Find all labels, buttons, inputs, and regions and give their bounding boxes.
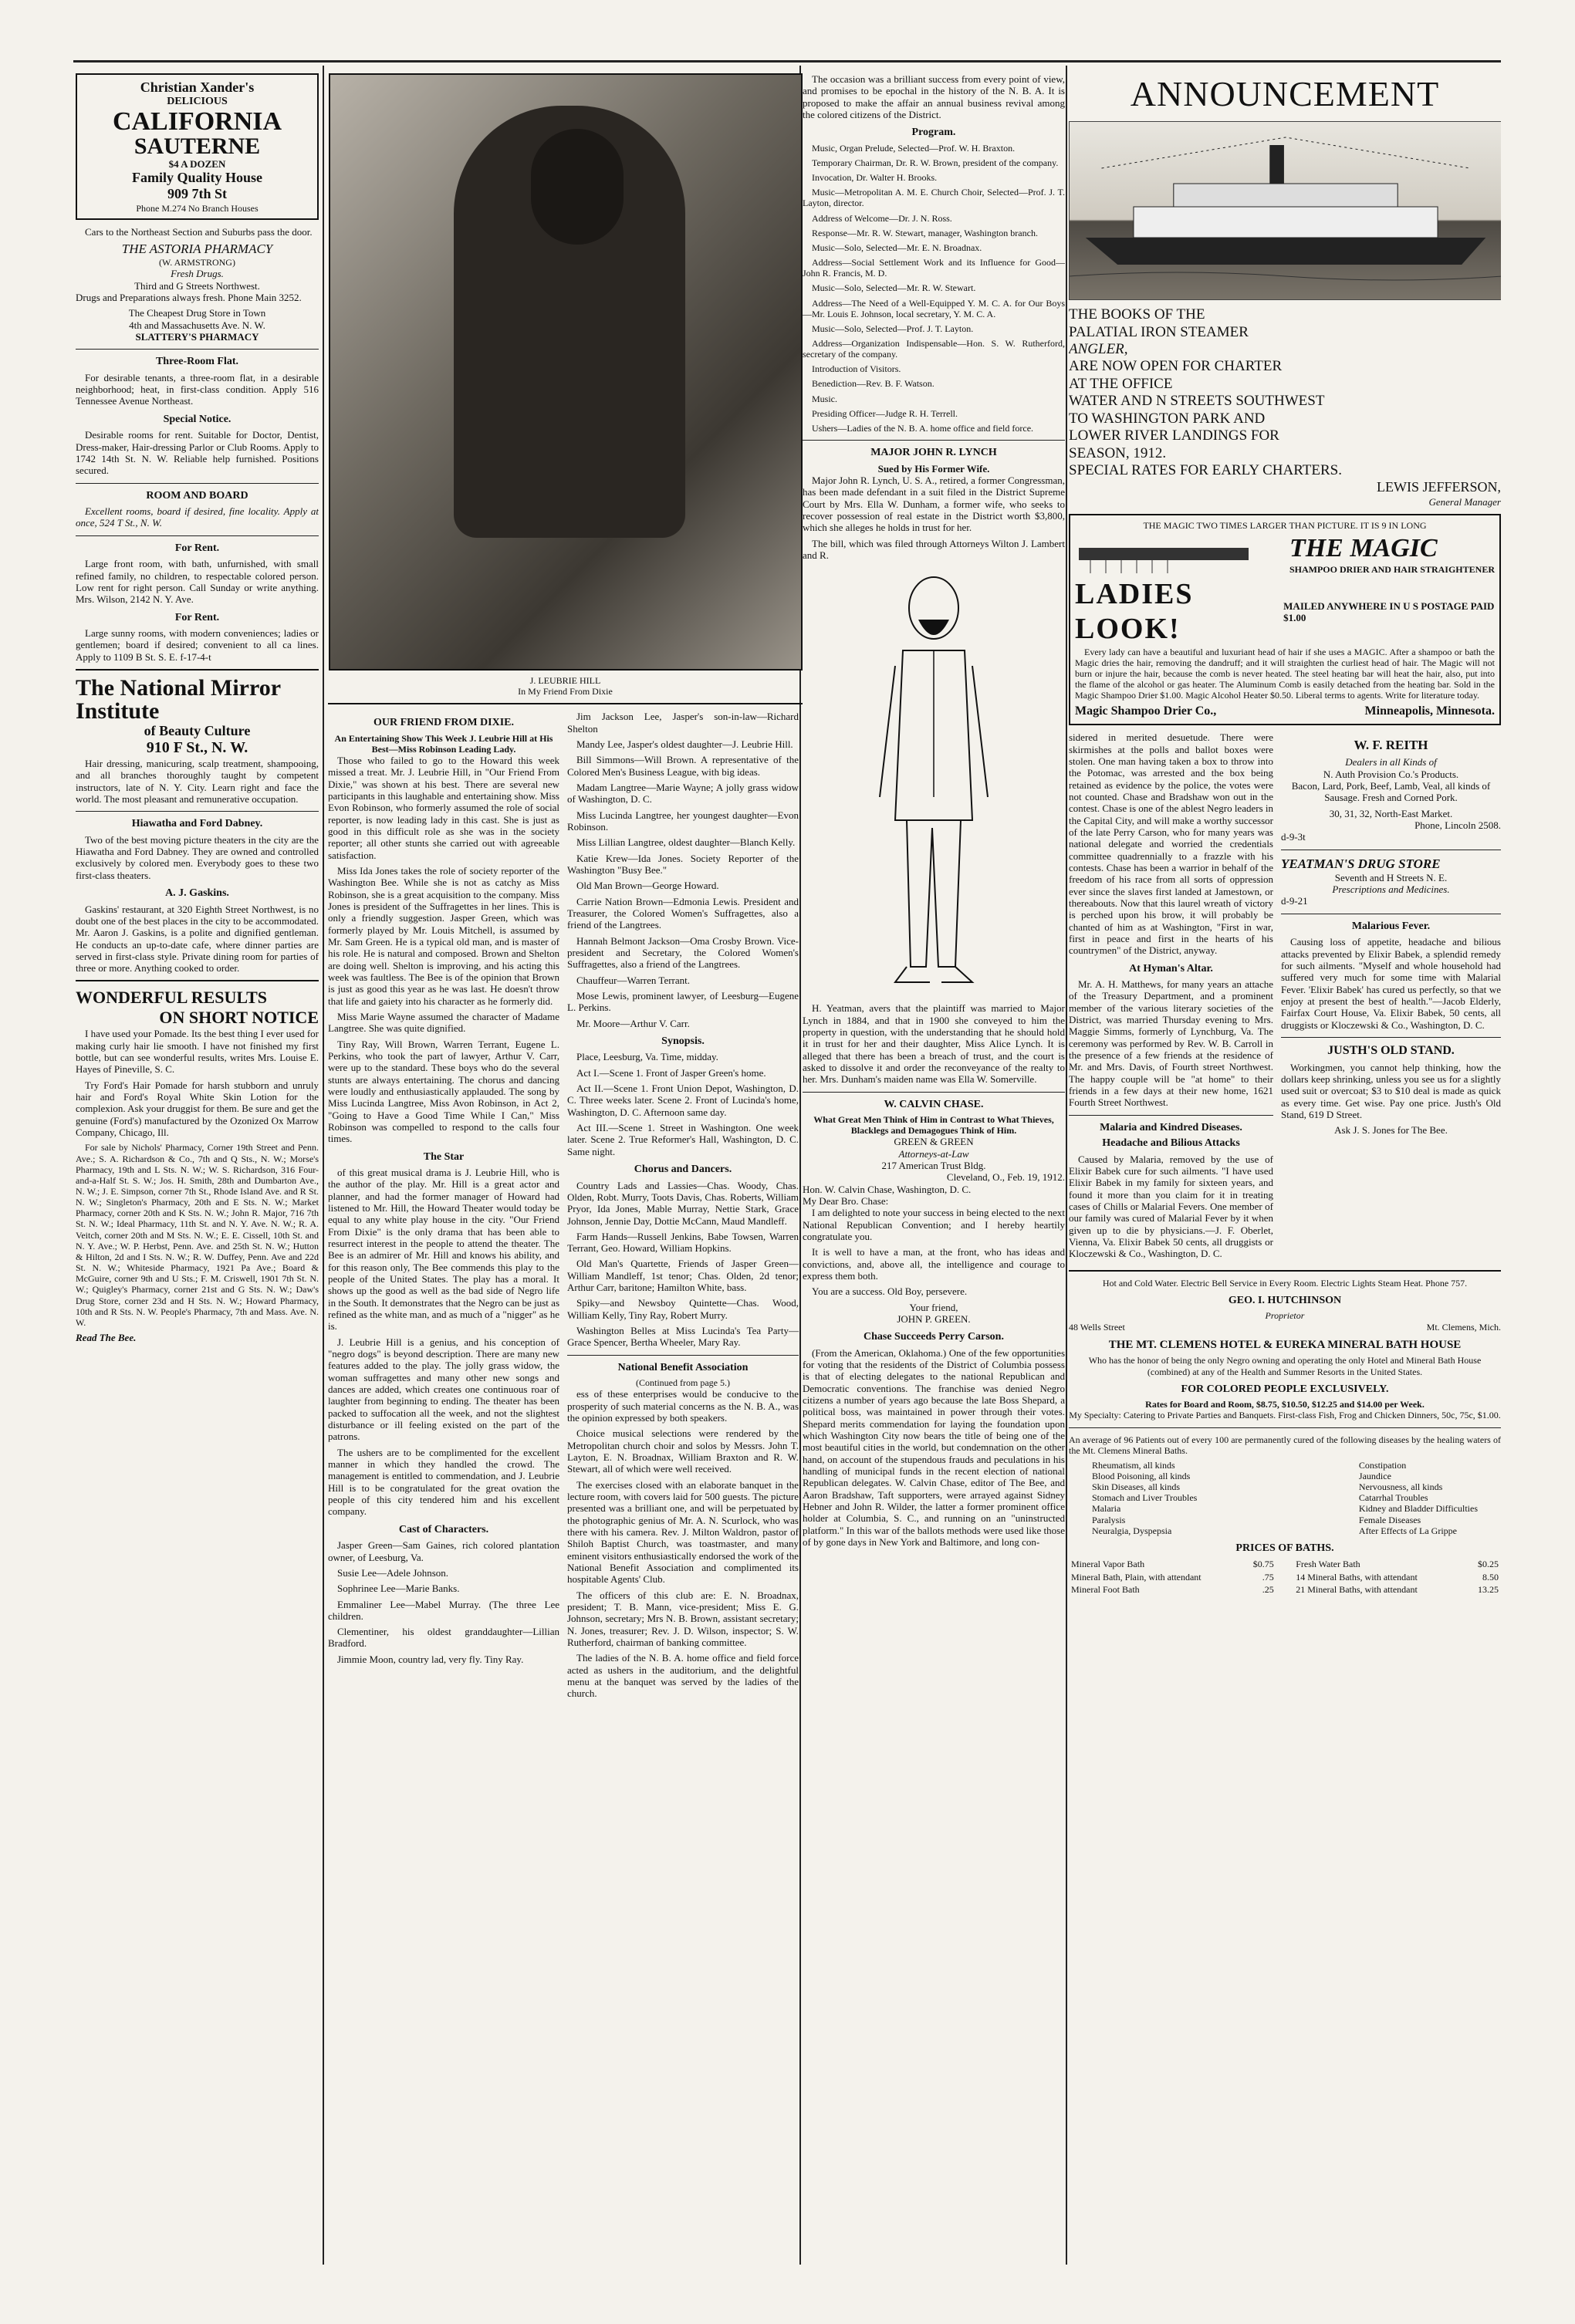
cast-7: Jim Jackson Lee, Jasper's son-in-law—Richard Shelton xyxy=(567,711,799,735)
hiawatha-body: Two of the best moving picture theaters in the city are the Hiawatha and Ford Dabney. They are owned and controlled exclusively by colored men. Everybody goes to these two first-class theaters. xyxy=(76,833,319,881)
lynch-subheading: Sued by His Former Wife. xyxy=(877,462,990,475)
yeatman-name: YEATMAN'S DRUG STORE xyxy=(1281,856,1441,871)
green-salutation: My Dear Bro. Chase: xyxy=(803,1195,889,1208)
boat-line-3: ANGLER, xyxy=(1069,341,1128,358)
room-body: Excellent rooms, board if desired, fine locality. Apply at once, 524 T St., N. W. xyxy=(76,505,319,529)
green-date: Cleveland, O., Feb. 19, 1912. xyxy=(946,1171,1065,1184)
program-item: Music—Metropolitan A. M. E. Church Choir, Selected—Prof. J. T. Layton, director. xyxy=(803,187,1065,209)
steamer-angler-illustration xyxy=(1069,121,1501,300)
mailed-price: MAILED ANYWHERE IN U S POSTAGE PAID $1.00 xyxy=(1283,600,1495,623)
disease-item: Stomach and Liver Troubles xyxy=(1092,1492,1198,1504)
astoria-drugs: Drugs and Preparations always fresh. Phone Main 3252. xyxy=(76,291,302,303)
program-item: Introduction of Visitors. xyxy=(812,363,901,375)
price-label: Fresh Water Bath xyxy=(1296,1559,1360,1570)
disease-item: Jaundice xyxy=(1358,1470,1391,1481)
rent2-heading: For Rent. xyxy=(174,611,220,623)
magic-comb-illustration xyxy=(1075,531,1252,577)
dixie-title: OUR FRIEND FROM DIXIE. xyxy=(373,717,514,729)
photo-caption-name: J. LEUBRIE HILL xyxy=(529,675,601,686)
price-label: Mineral Foot Bath xyxy=(1071,1583,1140,1595)
xander-line4: SAUTERNE xyxy=(134,133,261,159)
hutchinson-name: GEO. I. HUTCHINSON xyxy=(1228,1294,1342,1306)
hotel-specialty: My Specialty: Catering to Private Parties and Banquets. First-class Fish, Frog and Chicken Dinners, 50c, 75c, $1.00. xyxy=(1069,1410,1501,1421)
lynch-p3: H. Yeatman, avers that the plaintiff was married to Major Lynch in 1884, and that in 1900 she conveyed to him the property in question, with the understanding that he should hold it in trust for her and their daughter, Miss Alice Lynch. It is alleged that there has been a breach of trust, and the court is asked to dissolve it and order the reconveyance of the realty to her. Mrs. Dunham's maiden name was Ella W. Somerville. xyxy=(803,1002,1065,1086)
magic-top-note: THE MAGIC TWO TIMES LARGER THAN PICTURE. IT IS 9 IN LONG xyxy=(1143,519,1427,531)
cast-13: Katie Krew—Ida Jones. Society Reporter of the Washington "Busy Bee." xyxy=(567,852,799,876)
dixie-article-right xyxy=(567,711,799,1703)
belles-list: Washington Belles at Miss Lucinda's Tea Party—Grace Spencer, Bertha Wheeler, Mary Ray. xyxy=(567,1325,799,1349)
reith-name: W. F. REITH xyxy=(1354,738,1428,753)
price-label: Mineral Bath, Plain, with attendant xyxy=(1071,1571,1202,1583)
price-row xyxy=(1069,1558,1276,1570)
magic-body: Every lady can have a beautiful and luxuriant head of hair if she uses a MAGIC. After a shampoo or bath the Magic dries the hair, removing the dandruff; and it will straighten the curliest head of hair. The Magic will not burn or injure the hair, because the comb is never heated. The steel heating bar will heat the hair, also, put into the flame of the alcohol or gas heater. The Aluminum Comb is easily detached from the heating bar. Sold in the Magic Shampoo Drier $1.00. Magic Alcohol Heater $0.50. Liberal terms to agents. Write for literature today. xyxy=(1075,646,1495,701)
carson-p1: (From the American, Oklahoma.) One of the few opportunities for voting that the residents of the District of Columbia possess is that of electing delegates to the national Republican and Democratic conventions. The franchise was denied Negro citizens a number of years ago because the late Boss Shepard, a political boss, was maintained in power through their votes. Shepard merits commendation for laying the foundation upon which Washington City now bears the title of being one of the most beautiful cities in the world, but condemnation on the other hand, on account of the stupendous frauds and peculations in his handling of municipal funds in the recent election of national Republican delegates. W. Calvin Chase, editor of The Bee, and Aaron Bradshaw, Taft supporters, were arrayed against Sidney Hebner and John R. Wilder, the latter a former prominent office holder at Columbia, S. C., and running on an "uninstructed platform." In this war of the ballots methods were used like those of by gone days in New York and Baltimore, and long con- xyxy=(803,1346,1065,1549)
xander-line6: Family Quality House xyxy=(131,170,262,186)
cast-14: Old Man Brown—George Howard. xyxy=(576,880,719,892)
disease-item: Paralysis xyxy=(1092,1514,1126,1525)
mirror-address: 910 F St., N. W. xyxy=(146,739,248,757)
cast-1: Jasper Green—Sam Gaines, rich colored plantation owner, of Leesburg, Va. xyxy=(328,1539,559,1563)
dixie-p4: Tiny Ray, Will Brown, Warren Terrant, Eugene L. Perkins, who took the part of lawyer, Arthur V. Carr, were up to the standard. These boys who do the several stunts are always entertaining. The chorus and dancing were loudly and enthusiastically applauded. The song by Miss Lucinda Langtree, Miss Avon Robinson, in Act 2, "Going to Have a Good Time While I Can," Miss Robinson was compelled to respond to the calls four times. xyxy=(328,1038,559,1145)
boat-line-7: TO WASHINGTON PARK AND xyxy=(1069,410,1266,427)
wonder-body: I have used your Pomade. Its the best thing I ever used for making curly hair lie smooth. I have not finished my first bottle, but can see wonderful results, writes Mrs. Louise E. Hayes of Pineville, S. C. xyxy=(76,1028,319,1076)
reith-code: d-9-3t xyxy=(1281,831,1306,843)
price-label: 21 Mineral Baths, with attendant xyxy=(1296,1583,1418,1595)
cast-5: Clementiner, his oldest granddaughter—Lillian Bradford. xyxy=(328,1626,559,1650)
nba-p5: The ladies of the N. B. A. home office and field force acted as ushers in the auditorium, and the delightful menu at the banquet was served by the ladies of the church. xyxy=(567,1652,799,1700)
synopsis-1: Place, Leesburg, Va. Time, midday. xyxy=(576,1051,718,1063)
nba-p2: Choice musical selections were rendered by the Metropolitan church choir and solos by Messrs. John T. Layton, E. N. Broadnax, William Braxton and R. W. Stewart, all of which were well received. xyxy=(567,1427,799,1475)
astoria-title: THE ASTORIA PHARMACY xyxy=(121,242,273,257)
dixie-p1: Those who failed to go to the Howard this week missed a treat. Mr. J. Leubrie Hill, in "Our Friend From Dixie," was shown at his best. There are several new participants in this laughable and entertaining show. Miss Evon Robinson, who formerly assumed the role of social reporter, is now leading lady in this cast. She is just as good in this difficult role as she was in the society reporter; all other stunts she carried out with agreeable satisfaction. xyxy=(328,755,559,861)
boat-line-10: SPECIAL RATES FOR EARLY CHARTERS. xyxy=(1069,461,1342,478)
boat-line-1: THE BOOKS OF THE xyxy=(1069,306,1205,323)
hotel-rates: Rates for Board and Room, $8.75, $10.50, $12.25 and $14.00 per Week. xyxy=(1145,1399,1425,1410)
synopsis-2: Act I.—Scene 1. Front of Jasper Green's home. xyxy=(576,1066,766,1079)
cast-12: Miss Lillian Langtree, oldest daughter—Blanch Kelly. xyxy=(576,836,796,849)
hyman-heading: At Hyman's Altar. xyxy=(1129,962,1213,975)
malaria-heading-2: Headache and Bilious Attacks xyxy=(1102,1137,1240,1150)
program-item: Music—Solo, Selected—Mr. E. N. Broadnax. xyxy=(812,242,982,253)
price-value: .25 xyxy=(1262,1583,1274,1595)
yeatman-address: Seventh and H Streets N. E. xyxy=(1334,871,1448,883)
nba-heading: National Benefit Association xyxy=(617,1361,749,1373)
green-p3: You are a success. Old Boy, persevere. xyxy=(812,1285,968,1298)
pomade-body: Try Ford's Hair Pomade for harsh stubborn and unruly hair and Ford's Royal White Skin Lotion for the complexion. Ask your druggist for them. Be sure and get the genuine (Ford's) manufactured by the Ozonized Ox Marrow Company, Chicago, Ill. xyxy=(76,1079,319,1139)
magic-subtitle: SHAMPOO DRIER AND HAIR STRAIGHTENER xyxy=(1289,564,1495,576)
dixie-subtitle: An Entertaining Show This Week J. Leubrie Hill at His Best—Miss Robinson Leading Lady. xyxy=(334,732,553,755)
farm-list: Farm Hands—Russell Jenkins, Babe Towsen, Warren Terrant, Geo. Howard, William Hopkins. xyxy=(567,1230,799,1255)
col4-right-sub xyxy=(1281,731,1501,1263)
hutchinson-role: Proprietor xyxy=(1265,1310,1305,1322)
hotel-street: 48 Wells Street xyxy=(1069,1321,1125,1333)
disease-item: Blood Poisoning, all kinds xyxy=(1092,1470,1191,1481)
price-label: Mineral Vapor Bath xyxy=(1071,1559,1145,1570)
disease-item: Nervousness, all kinds xyxy=(1358,1481,1443,1493)
lynch-p2: The bill, which was filed through Attorneys Wilton J. Lambert and R. xyxy=(803,537,1065,561)
gaskins-heading: A. J. Gaskins. xyxy=(165,887,229,899)
cast-2: Susie Lee—Adele Johnson. xyxy=(337,1566,449,1579)
flat-body: For desirable tenants, a three-room flat, in a desirable neighborhood; heat, in first-class condition. Apply 516 Tennessee Avenue Northeast. xyxy=(76,371,319,407)
nba-subheading: (Continued from page 5.) xyxy=(636,1377,730,1389)
boat-line-9: SEASON, 1912. xyxy=(1069,444,1167,461)
cars-notice: Cars to the Northeast Section and Suburbs pass the door. xyxy=(85,225,313,238)
disease-item: Catarrhal Troubles xyxy=(1358,1492,1428,1504)
justh-body: Workingmen, you cannot help thinking, how the dollars keep shrinking, unless you see us for a slightly used suit or overcoat; $3 to $10 deal is made as quick as every time. Get wise. Pay one price. Justh's Old Stand, 619 D Street. xyxy=(1281,1061,1501,1121)
chase-heading: W. CALVIN CHASE. xyxy=(884,1098,984,1110)
chorus-list: Country Lads and Lassies—Chas. Woody, Chas. Olden, Robt. Murry, Toots Davis, Chas. Roberts, William Pryor, Ida Jones, Mable Murray, Nettie Stark, Grace Johnson, Jennie Day, Dottie McCann, Maud Mandleff. xyxy=(567,1179,799,1227)
program-item: Temporary Chairman, Dr. R. W. Brown, president of the company. xyxy=(812,157,1059,168)
green-p1: I am delighted to note your success in being elected to the next National Republican Convention; and I hereby heartily congratulate you. xyxy=(803,1207,1065,1242)
slattery-address: 4th and Massachusetts Ave. N. W. xyxy=(129,319,265,331)
rent1-heading: For Rent. xyxy=(174,542,220,554)
dixie-p6: J. Leubrie Hill is a genius, and his conception of "negro dogs" is beyond description. There are many new features added to the play. The jolly grass widow, the woman suffragettes and many other new songs and dances are added, which creates one continuous roar of laughter from beginning to ending. The theater has been packed to suffocation all the week, and not the slightest disturbance or ill feeling existed on the part of the patrons. xyxy=(328,1336,559,1443)
photo-caption xyxy=(328,675,803,697)
program-item: Address—Organization Indispensable—Hon. S. W. Rutherford, secretary of the company. xyxy=(803,338,1065,360)
program-heading: Program. xyxy=(911,127,956,139)
star-heading: The Star xyxy=(423,1150,465,1163)
prices-left-table xyxy=(1069,1558,1276,1595)
reith-dealers: Dealers in all Kinds of xyxy=(1345,756,1437,768)
astoria-owner: (W. ARMSTRONG) xyxy=(159,257,235,269)
price-row xyxy=(1293,1583,1501,1596)
cast-18: Mose Lewis, prominent lawyer, of Leesburg—Eugene L. Perkins. xyxy=(567,989,799,1014)
carson-heading: Chase Succeeds Perry Carson. xyxy=(864,1331,1004,1343)
price-value: .75 xyxy=(1262,1571,1274,1583)
xander-ad xyxy=(76,73,319,220)
cast-10: Madam Langtree—Marie Wayne; A jolly grass widow of Washington, D. C. xyxy=(567,781,799,806)
wonder-title: WONDERFUL RESULTS xyxy=(76,988,267,1008)
nba-occasion: The occasion was a brilliant success from every point of view, and promises to be epochal in the history of the N. B. A. It is proposed to make the affair an annual business revival among the colored citizens of the District. xyxy=(803,73,1065,120)
col4-left-sub xyxy=(1069,731,1273,1263)
xander-line2: DELICIOUS xyxy=(167,96,228,108)
price-row xyxy=(1293,1558,1501,1570)
hotel-body: Who has the honor of being the only Negro owning and operating the only Hotel and Mineral Bath House (combined) at any of the Health and Summer Resorts in the United States. xyxy=(1088,1355,1482,1377)
price-row xyxy=(1069,1583,1276,1596)
wonder-subtitle: ON SHORT NOTICE xyxy=(159,1008,319,1028)
nba-p1: ess of these enterprises would be conducive to the prosperity of such material concerns as the N. B. A., was the opinion expressed by both speakers. xyxy=(567,1388,799,1424)
program-item: Music. xyxy=(812,393,837,404)
disease-item: Malaria xyxy=(1092,1503,1121,1515)
green-signature: JOHN P. GREEN. xyxy=(897,1312,971,1325)
green-p2: It is well to have a man, at the front, who has ideas and convictions, and, above all, the intelligence and courage to express them both. xyxy=(803,1246,1065,1282)
synopsis-3: Act II.—Scene 1. Front Union Depot, Washington, D. C. Three weeks later. Scene 2. Front of Lucinda's home, Washington, D. C. Afternoon same day. xyxy=(567,1083,799,1118)
program-item: Address—The Need of a Well-Equipped Y. M. C. A. for Our Boys—Mr. Louis E. Johnson, local secretary, Y. M. C. A. xyxy=(803,297,1065,319)
cure-average: An average of 96 Patients out of every 100 are permanently cured of the following diseases by the healing waters of the Mt. Clemens Mineral Baths. xyxy=(1069,1434,1501,1456)
boat-manager: LEWIS JEFFERSON, xyxy=(1376,479,1501,495)
program-item: Address of Welcome—Dr. J. N. Ross. xyxy=(812,212,952,224)
boat-manager-title: General Manager xyxy=(1428,495,1501,508)
price-value: 13.25 xyxy=(1478,1583,1499,1595)
magic-city: Minneapolis, Minnesota. xyxy=(1364,704,1495,718)
disease-item: Female Diseases xyxy=(1358,1514,1421,1525)
rent2-body: Large sunny rooms, with modern conveniences; ladies or gentlemen; board if desired; convenient to all ca lines. Apply to 1109 B St. S. E. f-17-4-t xyxy=(76,627,319,663)
price-label: 14 Mineral Baths, with attendant xyxy=(1296,1571,1418,1583)
malaria-heading-1: Malaria and Kindred Diseases. xyxy=(1100,1121,1242,1133)
price-value: $0.75 xyxy=(1252,1559,1274,1570)
ask-jones: Ask J. S. Jones for The Bee. xyxy=(1334,1124,1448,1137)
disease-item: Skin Diseases, all kinds xyxy=(1092,1481,1180,1493)
green-firm: GREEN & GREEN xyxy=(894,1136,974,1148)
announcement-title: ANNOUNCEMENT xyxy=(1130,74,1440,113)
flat-heading: Three-Room Flat. xyxy=(155,356,239,368)
lynch-heading: MAJOR JOHN R. LYNCH xyxy=(870,447,997,459)
cast-9: Bill Simmons—Will Brown. A representative of the Colored Men's Business League, with big ideas. xyxy=(567,754,799,778)
disease-item: Constipation xyxy=(1358,1459,1407,1471)
read-bee: Read The Bee. xyxy=(76,1332,137,1343)
dixie-p2: Miss Ida Jones takes the role of society reporter of the Washington Bee. While she is not as catchy as Miss Robinson, she is a great acquisition to the company. Miss Jones is president of the Suffragettes in her lines. This is only a friendly suggestion. Jasper Green, which was formerly played by Mr. Louis Mitchell, is assumed by Mr. Sam Green. He is a typical old man, and is master of his role. He is natural and composed. Brown and Shelton are doing well. Shelton is improving, and his acting this week was faultless. The Bee is of the opinion that Brown is just as good this year as he was last. He doesn't throw that life and gaiety into his character as he formerly did. xyxy=(328,865,559,1007)
program-item: Music, Organ Prelude, Selected—Prof. W. H. Braxton. xyxy=(812,142,1016,154)
cast-8: Mandy Lee, Jasper's oldest daughter—J. Leubrie Hill. xyxy=(576,738,793,750)
reith-phone: Phone, Lincoln 2508. xyxy=(1414,819,1501,832)
price-row xyxy=(1069,1571,1276,1583)
green-closing: Your friend, xyxy=(909,1301,958,1313)
reith-market: 30, 31, 32, North-East Market. xyxy=(1329,807,1453,819)
slattery-name: SLATTERY'S PHARMACY xyxy=(135,330,259,343)
program-item: Ushers—Ladies of the N. B. A. home office and field force. xyxy=(812,422,1034,434)
column-4 xyxy=(1069,73,1501,2265)
mirror-title: The National Mirror Institute xyxy=(76,675,281,725)
xander-line7: 909 7th St xyxy=(167,186,227,202)
boat-line-6: WATER AND N STREETS SOUTHWEST xyxy=(1069,393,1325,410)
cast-15: Carrie Nation Brown—Edmonia Lewis. President and Treasurer, the Colored Women's Suffragettes, also a friend of the Langtrees. xyxy=(567,895,799,931)
notice-heading: Special Notice. xyxy=(163,413,232,425)
xander-phone: Phone M.274 No Branch Houses xyxy=(136,202,259,214)
hiawatha-heading: Hiawatha and Ford Dabney. xyxy=(131,818,263,830)
malaria-body: Caused by Malaria, removed by the use of Elixir Babek cure for such ailments. "I have used Elixir Babek in my family for sixteen years, and found it more than you claim for it in treating cases of Chills or Malarial Fevers. One member of our family was cured of Malarial Fever by it when given up to die by physicians.—J. F. Oberlet, Vienna, Va. Elixir Babek 50 cents, all druggists or Kloczewski & Co., Washington, D. C. xyxy=(1069,1153,1273,1260)
price-row xyxy=(1293,1571,1501,1583)
column-rule-1 xyxy=(323,66,324,2265)
dixie-p3: Miss Marie Wayne assumed the character of Madame Langtree. She was quite dignified. xyxy=(328,1011,559,1035)
cast-11: Miss Lucinda Langtree, her youngest daughter—Evon Robinson. xyxy=(567,809,799,833)
reith-meats: Bacon, Lard, Pork, Beef, Lamb, Veal, all kinds of Sausage. Fresh and Corned Pork. xyxy=(1291,780,1491,804)
disease-item: After Effects of La Grippe xyxy=(1358,1525,1457,1536)
hyman-body: Mr. A. H. Matthews, for many years an attache of the Treasury Department, and a prominent member of the various literary societies of the District, was married Thursday evening to Mrs. Maggie Simms, formerly of Lynchburg, Va. The ceremony was performed by Rev. W. B. Carroll in the presence of a few friends at the residence of Mr. and Mrs. Davis, of Fourth street Northwest. The happy couple will be "at home" to their friends in a few days at their new home, 1621 Fourth Street Northwest. xyxy=(1069,978,1273,1109)
diseases-right xyxy=(1359,1460,1478,1536)
yeatman-prescriptions: Prescriptions and Medicines. xyxy=(1332,883,1450,896)
cast-17: Chauffeur—Warren Terrant. xyxy=(576,974,690,986)
program-item: Music—Solo, Selected—Prof. J. T. Layton. xyxy=(812,323,974,334)
diseases-left xyxy=(1092,1460,1197,1536)
astoria-fresh: Fresh Drugs. xyxy=(171,268,224,280)
astoria-address: Third and G Streets Northwest. xyxy=(134,279,260,292)
magic-title: THE MAGIC xyxy=(1289,533,1438,562)
disease-item: Neuralgia, Dyspepsia xyxy=(1092,1525,1172,1536)
boat-line-4: ARE NOW OPEN FOR CHARTER xyxy=(1069,358,1283,375)
cast-4: Emmaliner Lee—Mabel Murray. (The three Lee children. xyxy=(328,1598,559,1622)
cast-3: Sophrinee Lee—Marie Banks. xyxy=(337,1583,460,1595)
lynch-portrait-illustration xyxy=(864,566,1003,998)
dixie-article-left xyxy=(328,711,559,1703)
quartette-list: Old Man's Quartette, Friends of Jasper Green—William Mandleff, 1st tenor; Chas. Olden, 2d tenor; Arthur Carr, baritone; Hamilton White, bass. xyxy=(567,1258,799,1294)
chase-subheading: What Great Men Think of Him in Contrast to What Thieves, Blacklegs and Demagogues Think of Him. xyxy=(813,1114,1054,1137)
program-item: Music—Solo, Selected—Mr. R. W. Stewart. xyxy=(812,282,976,294)
colored-exclusive: FOR COLORED PEOPLE EXCLUSIVELY. xyxy=(1181,1383,1389,1395)
chase-continued: sidered in merited desuetude. There were skirmishes at the polls and ballot boxes were stolen. One man having taken a box to throw into the Potomac, was arrested and the box being retained as evidence by the police, the votes were not counted. Chase and Bradshaw won out in the contest. Chase is one of the ablest Negro leaders in the Capital City, and will make a worthy successor of the late Perry Carson, who for many years was national delegate and worried the credentials committee quadrennially to a frazzle with his contests. Chase has been a warrior in behalf of the freedom of his race from all sorts of oppression ever since the slaves first landed at Jamestown, or thereabouts. Now that this laurel wreath of victory is perched upon his brow, it will probably be chanted of him as at Washington, "First in war, first in peace and first in the hearts of his countrymen" of the District, anyway. xyxy=(1069,731,1273,957)
disease-item: Kidney and Bladder Difficulties xyxy=(1358,1503,1478,1515)
hotel-amenities: Hot and Cold Water. Electric Bell Service in Every Room. Electric Lights Steam Heat. Phone 757. xyxy=(1102,1277,1468,1289)
synopsis-4: Act III.—Scene 1. Street in Washington. One week later. Scene 2. True Reformer's Hall, Washington, D. C. Same night. xyxy=(567,1122,799,1157)
dixie-p7: The ushers are to be complimented for the excellent manner in which they handled the crowd. The management is entitled to commendation, and J. Leubrie Hill is to be congratulated for the great ovation the people of this city tendered him and his excellent company. xyxy=(328,1446,559,1518)
prices-heading: PRICES OF BATHS. xyxy=(1235,1542,1334,1554)
gaskins-body: Gaskins' restaurant, at 320 Eighth Street Northwest, is no doubt one of the best places in the city to be accommodated. Mr. Aaron J. Gaskins, is a polite and dignified gentleman. He conducts an up-to-date cafe, where dinner parties are served in first-class style. Private dining room for parties of three or more. Anything cooked to order. xyxy=(76,903,319,975)
synopsis-heading: Synopsis. xyxy=(661,1035,705,1047)
boat-line-8: LOWER RIVER LANDINGS FOR xyxy=(1069,427,1279,444)
column-1 xyxy=(76,73,319,2265)
fever-body: Causing loss of appetite, headache and bilious attacks prevented by Elixir Babek, a splendid remedy for such ailments. "Myself and whole household had suffered very much for some time with Malarial Fever. 'Elixir Babek' has cured us perfectly, so that we enjoy at present the best of health."—Jacob Elderly, Fairfax Court House, Va. Elixir Babek, 50 cents, all druggists or Kloczewski & Co., Washington, D. C. xyxy=(1281,936,1501,1031)
hotel-city: Mt. Clemens, Mich. xyxy=(1426,1321,1501,1333)
cast-6: Jimmie Moon, country lad, very fly. Tiny Ray. xyxy=(337,1653,524,1665)
notice-body: Desirable rooms for rent. Suitable for Doctor, Dentist, Dress-maker, Hair-dressing Parlor or Club Rooms. Apply to 1742 14th St. N. W. Reliable help furnished. Positions secured. xyxy=(76,429,319,477)
program-list xyxy=(803,143,1065,434)
price-value: $0.25 xyxy=(1478,1559,1499,1570)
cast-19: Mr. Moore—Arthur V. Carr. xyxy=(576,1017,690,1029)
column-3 xyxy=(803,73,1065,2265)
sale-list: For sale by Nichols' Pharmacy, Corner 19th Street and Penn. Ave.; S. A. Richardson & Co., 7th and Q Sts., N. W.; Morse's Pharmacy, 19th and L Sts. N. W.; W. S. Richardson, 316 Four-and-a-Half St. S. W.; Jos. H. Smith, 28th and Dumbarton Ave., N. W.; J. E. Simpson, corner 7th St., Rhode Island Ave. and R St. N. W.; Singleton's Pharmacy, 20th and E Sts. N. W.; Market Pharmacy, corner 20th and K Sts. N. W.; John R. Major, 716 7th St. N. W.; Ideal Pharmacy, 11th St. and N. Y. Ave. N. W.; R. A. Veitch, corner 20th and M Sts. N. W.; E. E. Cissell, 10th St. and N. Y. Ave.; W. P. Herbst, Penn. Ave. and 25th St. N. W.; Hutton & Hilton, 2d and I Sts. N. W.; R. W. Duffey, Penn. Ave and 22d St. N. W.; Whiteside Pharmacy, 1921 Pa Ave.; Board & McGuire, corner 9th and U Sts.; F. M. Criswell, 1901 7th St. N. W.; Quigley's Pharmacy, corner 21st and G Sts. N. W.; Daw's Drug Store, corner 23d and H Sts. N. W.; Howard Pharmacy, 10th and R Sts. N. W. People's Pharmacy, 7th and Mass. Ave. N. W. xyxy=(76,1142,319,1328)
room-heading: ROOM AND BOARD xyxy=(146,489,248,502)
mirror-body: Hair dressing, manicuring, scalp treatment, shampooing, and all branches thoroughly taught by competent instructors, late of N. Y. City. Learn right and face the world. The most pleasant and remunerative occupation. xyxy=(76,757,319,805)
disease-item: Rheumatism, all kinds xyxy=(1092,1459,1175,1471)
fever-heading: Malarious Fever. xyxy=(1351,920,1431,932)
program-item: Benediction—Rev. B. F. Watson. xyxy=(812,378,935,390)
boat-line-5: AT THE OFFICE xyxy=(1069,375,1173,392)
program-item: Invocation, Dr. Walter H. Brooks. xyxy=(812,172,938,184)
xander-line5: $4 A DOZEN xyxy=(168,157,226,170)
hill-portrait-photo xyxy=(329,73,803,671)
cast-16: Hannah Belmont Jackson—Oma Crosby Brown. Vice-president and Secretary, the Colored Women's Suffragettes, also a friend of the Langtrees. xyxy=(567,934,799,971)
magic-firm: Magic Shampoo Drier Co., xyxy=(1075,704,1217,718)
hotel-name: THE MT. CLEMENS HOTEL & EUREKA MINERAL BATH HOUSE xyxy=(1108,1338,1462,1351)
green-title: Attorneys-at-Law xyxy=(898,1147,969,1160)
column-rule-3 xyxy=(1066,66,1067,2265)
price-value: 8.50 xyxy=(1482,1571,1499,1583)
xander-line1: Christian Xander's xyxy=(140,79,255,95)
cast-heading: Cast of Characters. xyxy=(398,1523,489,1535)
justh-heading: JUSTH'S OLD STAND. xyxy=(1327,1043,1455,1057)
rent1-body: Large front room, with bath, unfurnished, with small refined family, no children, to respectable colored person. Low rent for right person. Call Sunday or write anything. Mrs. Wilson, 2142 N. Y. Ave. xyxy=(76,558,319,606)
xander-line3: CALIFORNIA xyxy=(112,106,282,136)
program-item: Address—Social Settlement Work and its Influence for Good—John R. Francis, M. D. xyxy=(803,257,1065,279)
nba-p4: The officers of this club are: E. N. Broadnax, president; T. B. Mann, vice-president; Miss E. G. Johnson, secretary; Mrs N. B. Brown, assistant secretary; N. Jones, treasurer; Rev. J. D. Wilson, inspector; S. W. Rutherford, chairman of banking committee. xyxy=(567,1589,799,1649)
reith-products: N. Auth Provision Co.'s Products. xyxy=(1323,768,1459,780)
green-recipient: Hon. W. Calvin Chase, Washington, D. C. xyxy=(803,1183,972,1195)
prices-right-table xyxy=(1293,1558,1501,1595)
program-item: Presiding Officer—Judge R. H. Terrell. xyxy=(812,407,958,419)
nba-p3: The exercises closed with an elaborate banquet in the lecture room, with covers laid for 500 guests. The picture presented was a brilliant one, and will be perpetuated by the photographic genius of Mr. A. N. Scurlock, who was there with his camera. Rev. J. Milton Waldron, pastor of Shiloh Baptist Church, was toastmaster, and many eminent visitors enthusiastically endorsed the work of the National Benefit Association and complimented its hospitable Agents' Club. xyxy=(567,1478,799,1586)
magic-drier-ad xyxy=(1069,514,1501,725)
chorus-heading: Chorus and Dancers. xyxy=(634,1164,732,1175)
top-rule xyxy=(73,60,1501,62)
lynch-p1: Major John R. Lynch, U. S. A., retired, a former Congressman, has been made defendant in a suit filed in the District Supreme Court by Mrs. Ella W. Dunham, a former wife, who seeks to recover possession of real estate in the District worth $3,800, which she alleges he holds in trust for her. xyxy=(803,474,1065,534)
yeatman-code: d-9-21 xyxy=(1281,895,1308,907)
cheapest-store: The Cheapest Drug Store in Town xyxy=(128,307,266,319)
column-2 xyxy=(328,73,803,2265)
program-item: Response—Mr. R. W. Stewart, manager, Washington branch. xyxy=(812,227,1038,238)
ladies-look: LADIES LOOK! xyxy=(1075,578,1194,645)
photo-caption-role: In My Friend From Dixie xyxy=(518,686,613,698)
mirror-subtitle: of Beauty Culture xyxy=(144,723,251,739)
boat-line-2: PALATIAL IRON STEAMER xyxy=(1069,323,1249,340)
spiky-list: Spiky—and Newsboy Quintette—Chas. Wood, William Kelly, Tiny Ray, Robert Murry. xyxy=(567,1297,799,1321)
green-address: 217 American Trust Bldg. xyxy=(881,1160,986,1172)
dixie-p5: of this great musical drama is J. Leubrie Hill, who is the author of the play. Mr. Hill is a great actor and planner, and had the former manager of Howard had listened to Mr. Hill, the Howard Theater would today be equal to any white play house in the city. "Our Friend From Dixie" is the only drama that has been able to resurrect interest in the people to attend the theater. The Bee is an admirer of Mr. Hill and knows his ability, and for this reason only, The Bee commends this play to the people of the United States. The play has a moral. It shows up the good as well as the bad side of Negro life in the South. It demonstrates that the Negro can be just as refined as the white man, and as much of a "nigger" as he is. xyxy=(328,1167,559,1333)
